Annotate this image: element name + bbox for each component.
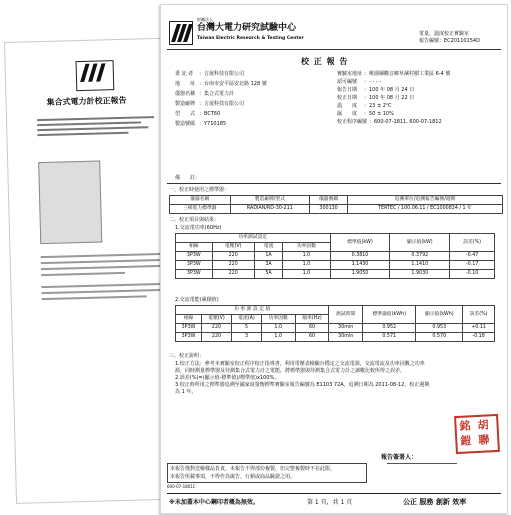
table-cell: 0.3810 (330, 252, 390, 261)
disclaimer-line: 本報告所載事項，不得作為廣告、行銷或商品驗證之用。 (170, 474, 296, 480)
table-cell: +0.11 (463, 324, 495, 333)
note-line: 源，同時測量標準器及待測集合式電力計之電能，將標準器與待測集合式電力計之讀數比較所得之誤差， (175, 368, 406, 374)
calibration-report-page (160, 4, 508, 514)
table-cell: 3 (231, 333, 261, 342)
table-group-header: 功率測試設定 (176, 234, 331, 243)
table-header-cell: 電流 (254, 243, 283, 252)
table-cell: 1.0 (283, 270, 330, 279)
client-label: 委 託 者 (175, 71, 194, 77)
signer-label: 報告簽署人： (381, 454, 418, 461)
table-header-cell: 誤差(%) (450, 234, 495, 252)
table-cell: -0.17 (450, 261, 495, 270)
serial-value: ：Y710185 (199, 121, 227, 127)
org-name: 台灣大電力研究試驗中心 (197, 23, 297, 33)
disclaimer-line: 本報告僅對送檢樣品負責，未報告不得部份複製，但完整複製時不在此限。 (170, 466, 336, 472)
disclaimer-box (167, 463, 367, 483)
table-cell: -0.18 (463, 333, 495, 342)
table-row (176, 333, 495, 342)
table-cell: 3P3W (176, 261, 213, 270)
humidity-value: ：50 ± 10% (364, 111, 394, 117)
table-cell: 300130 (310, 205, 348, 214)
footer-slogan: 公正 服務 創新 效率 (403, 498, 467, 506)
model-label: 型 式 (175, 111, 196, 117)
table-cell: 220 (212, 261, 254, 270)
table-cell: 30min (329, 324, 363, 333)
signature-seal (454, 414, 500, 454)
table-header-cell: 儀器號碼 (310, 196, 348, 205)
table-cell: TERTEC / 100.06.11 / EC1000834 / 1 年 (348, 205, 503, 214)
table-header-cell: 功率因數 (283, 243, 330, 252)
table-cell: 5 (231, 324, 261, 333)
seal-char: 聯 (477, 433, 490, 447)
table-cell: 0.953 (416, 324, 463, 333)
table-row (176, 270, 495, 279)
table-cell: 220 (212, 270, 254, 279)
ac-energy-table (175, 305, 495, 342)
note-line: 為 1 年。 (175, 389, 197, 395)
temperature-label: 溫 度 (337, 103, 358, 109)
back-page-title: 集合式電力計校正報告 (46, 95, 127, 107)
table-header-cell: 相線 (176, 315, 202, 324)
table-cell: 1.1410 (390, 261, 450, 270)
procedure-label: 校正程序編號 (337, 119, 368, 125)
note-line: 2.誤差(%)=(顯示值-標準值)/標準值)x100%。 (175, 375, 280, 381)
temperature-value: ：23 ± 2℃ (364, 103, 392, 109)
form-code: 600-07-1801C (167, 484, 196, 489)
model-value: ：BCT60 (199, 111, 221, 117)
report-date-value: ：100 年 08 月 24 日 (364, 87, 415, 93)
client-value: ：吉晟科技有限公司 (199, 71, 245, 77)
instrument-name-label: 儀器名稱 (175, 91, 196, 97)
table-cell: 0.570 (416, 333, 463, 342)
seal-char: 胡 (477, 418, 489, 432)
ac-energy-title: 2.交流電能(累積值) (175, 297, 219, 303)
table-cell: 1.0 (261, 333, 295, 342)
report-title: 校 正 報 告 (301, 57, 349, 66)
footer-divider (167, 493, 501, 494)
address-value: ：台南市安平區安北路 128 號 (199, 81, 267, 87)
ac-power-title: 1.交流電功率(60Hz) (175, 225, 222, 231)
serial-label: 製造號碼 (175, 121, 196, 127)
org-prefix: 財團法人 (197, 17, 213, 22)
report-number: 報告編號：EC20110154D (419, 38, 480, 44)
table-cell: 三相電力標準器 (170, 205, 231, 214)
table-cell: 1.0 (283, 252, 330, 261)
back-page-photo (38, 161, 102, 245)
table-cell: 0.3792 (390, 252, 450, 261)
table-cell: 1.9050 (330, 270, 390, 279)
table-cell: 1.9030 (390, 270, 450, 279)
table-cell: 0.571 (363, 333, 416, 342)
report-date-label: 報告日期 (337, 87, 358, 93)
calibration-date-value: ：100 年 08 月 22 日 (364, 95, 415, 101)
section3-title: 三、校正說明： (169, 353, 205, 359)
section1-title: 一、校正時使用之標準器： (169, 187, 230, 193)
table-cell: 3A (254, 261, 283, 270)
table-cell: 1A (254, 252, 283, 261)
table-cell: -0.10 (450, 270, 495, 279)
lab-address-label: 實驗室地址 (337, 71, 363, 77)
table-cell: 3P3W (176, 252, 213, 261)
table-header-cell: 電壓(V) (212, 243, 254, 252)
table-cell: 220 (212, 252, 254, 261)
seal-char: 銘 (459, 419, 471, 433)
table-header-cell: 顯示值(kW) (390, 234, 450, 252)
table-cell: 1.0 (283, 261, 330, 270)
ac-power-table (175, 233, 495, 279)
section-divider (167, 183, 501, 184)
table-cell: 30min (329, 333, 363, 342)
table-header-cell: 電流(A) (231, 315, 261, 324)
table-header-cell: 標準值(kW) (330, 234, 390, 252)
tertec-logo (169, 21, 193, 45)
table-row (176, 324, 495, 333)
table-header-cell: 電壓(V) (202, 315, 232, 324)
table-header-cell: 顯示值(kWh) (416, 306, 463, 324)
table-row (170, 205, 503, 214)
table-cell: 60 (295, 324, 329, 333)
table-header-cell: 功率因數 (261, 315, 295, 324)
accreditation-label: 認可編號 (337, 79, 358, 85)
table-header-cell: 誤差(%) (463, 306, 495, 324)
table-row (176, 252, 495, 261)
accreditation-value: ：- - - - (364, 79, 381, 85)
standard-equipment-table (169, 195, 503, 214)
table-header-row (176, 234, 495, 243)
manufacturer-label: 製造廠牌 (175, 101, 196, 107)
table-cell: 3P3W (176, 324, 202, 333)
table-header-cell: 頻率(Hz) (295, 315, 329, 324)
lab-address-value: ：桃園縣觀音鄉草漯村樹工業區 6-4 號 (364, 71, 451, 77)
note-line: 1.校正方法：參考本實驗室校正程序校正指導書，利用電壓表檢驗台穩定之交流電源，交流電流及功率因數之功率 (175, 361, 425, 367)
table-cell: 220 (202, 324, 232, 333)
section2-title: 二、校正項目與結果： (169, 217, 220, 223)
procedure-value: ：600-07-1811, 600-07-1812 (369, 119, 442, 125)
table-header-cell: 追溯單位/追溯報告編號/週期 (348, 196, 503, 205)
org-name-en: Taiwan Electric Research & Testing Center (197, 36, 304, 41)
table-header-row (170, 196, 503, 205)
note-line: 3.校正時所用之標準器追溯至國家度量衡標準實驗室報告編號為 E1103 72A，追溯日期為 2011-08-12，校正週期 (175, 382, 430, 388)
header-divider (167, 49, 501, 50)
table-header-cell: 測試時間 (329, 306, 363, 324)
address-label: 地 址 (175, 81, 196, 87)
manufacturer-value: ：吉晟科技有限公司 (199, 101, 245, 107)
back-page-text-block (37, 113, 168, 156)
signature-line (387, 463, 457, 464)
table-header-cell: 儀器名稱 (170, 196, 231, 205)
table-header-cell: 製造廠牌/型式 (230, 196, 310, 205)
instrument-name-value: ：集合式電力計 (199, 91, 235, 97)
humidity-label: 濕 度 (337, 111, 358, 117)
table-cell: RADIAN/RD-30-211 (230, 205, 310, 214)
seal-char: 鎧 (460, 434, 472, 448)
table-cell: 60 (295, 333, 329, 342)
table-cell: 1.1430 (330, 261, 390, 270)
table-header-row (176, 306, 495, 315)
table-header-cell: 相線 (176, 243, 213, 252)
table-cell: 3P3W (176, 333, 202, 342)
calibration-date-label: 校正日期 (337, 95, 358, 101)
footer-page-number: 第 1 頁，共 1 頁 (307, 499, 353, 506)
table-row (176, 261, 495, 270)
table-cell: 1.0 (261, 324, 295, 333)
footer-validity-note: ※未加蓋本中心鋼印者概為無效。 (169, 499, 259, 506)
table-cell: 3P3W (176, 270, 213, 279)
table-group-header: 功 率 源 設 定 值 (176, 306, 329, 315)
tertec-logo (76, 60, 115, 91)
lab-name: 電量、溫度校正實驗室 (419, 31, 470, 37)
table-cell: 220 (202, 333, 232, 342)
remarks-label: 備 註： (175, 175, 201, 181)
table-cell: 0.952 (363, 324, 416, 333)
table-cell: 5A (254, 270, 283, 279)
table-header-cell: 標準器值(kWh) (363, 306, 416, 324)
table-cell: -0.47 (450, 252, 495, 261)
